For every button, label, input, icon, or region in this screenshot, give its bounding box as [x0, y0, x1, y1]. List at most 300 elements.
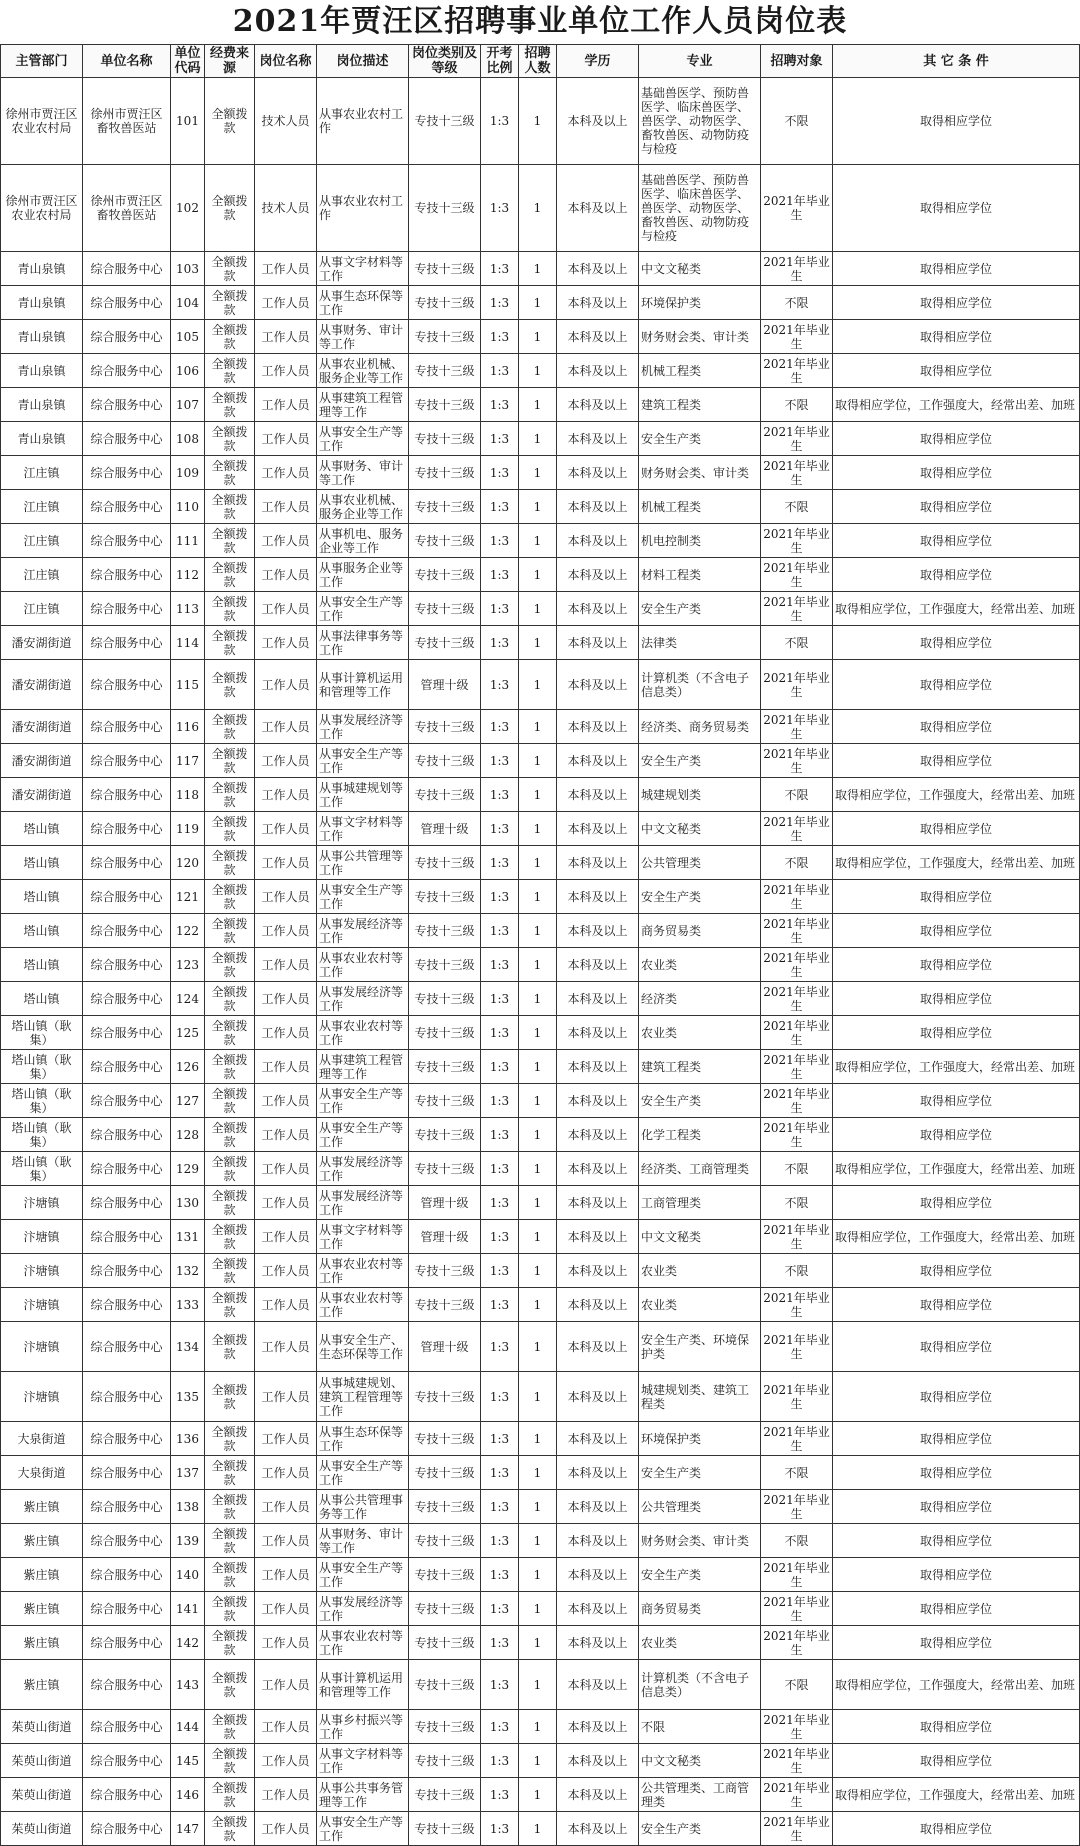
cell-other-conditions: 取得相应学位: [833, 914, 1080, 948]
cell-unit-name: 综合服务中心: [83, 710, 171, 744]
cell-other-conditions: 取得相应学位: [833, 78, 1080, 165]
cell-major: 安全生产类: [639, 880, 761, 914]
cell-position-desc: 从事安全生产等工作: [317, 1118, 409, 1152]
cell-dept: 青山泉镇: [1, 320, 83, 354]
cell-position-level: 专技十三级: [409, 880, 481, 914]
cell-position-name: 工作人员: [255, 1118, 317, 1152]
cell-other-conditions: 取得相应学位: [833, 1524, 1080, 1558]
cell-unit-code: 113: [171, 592, 205, 626]
table-row: [1, 744, 1080, 778]
cell-position-level: 管理十级: [409, 660, 481, 710]
cell-dept: 紫庄镇: [1, 1660, 83, 1710]
cell-position-name: 工作人员: [255, 812, 317, 846]
cell-position-level: 专技十三级: [409, 1422, 481, 1456]
cell-exam-ratio: 1:3: [481, 778, 519, 812]
cell-major: 财务财会类、审计类: [639, 456, 761, 490]
cell-education: 本科及以上: [557, 710, 639, 744]
cell-funding: 全额拨款: [205, 812, 255, 846]
cell-position-name: 工作人员: [255, 914, 317, 948]
cell-position-level: 专技十三级: [409, 778, 481, 812]
cell-exam-ratio: 1:3: [481, 1710, 519, 1744]
cell-position-name: 工作人员: [255, 1372, 317, 1422]
cell-target: 2021年毕业生: [761, 1288, 833, 1322]
table-row: [1, 1186, 1080, 1220]
table-row: [1, 78, 1080, 165]
cell-funding: 全额拨款: [205, 1050, 255, 1084]
cell-position-level: 专技十三级: [409, 1084, 481, 1118]
cell-exam-ratio: 1:3: [481, 1422, 519, 1456]
cell-exam-ratio: 1:3: [481, 1490, 519, 1524]
cell-education: 本科及以上: [557, 320, 639, 354]
cell-position-level: 专技十三级: [409, 1524, 481, 1558]
cell-hire-count: 1: [519, 812, 557, 846]
cell-other-conditions: 取得相应学位: [833, 456, 1080, 490]
cell-position-desc: 从事农业农村等工作: [317, 948, 409, 982]
cell-major: 农业类: [639, 1288, 761, 1322]
cell-exam-ratio: 1:3: [481, 626, 519, 660]
cell-unit-code: 120: [171, 846, 205, 880]
cell-education: 本科及以上: [557, 1490, 639, 1524]
table-row: [1, 1288, 1080, 1322]
cell-exam-ratio: 1:3: [481, 286, 519, 320]
cell-hire-count: 1: [519, 778, 557, 812]
cell-unit-name: 综合服务中心: [83, 592, 171, 626]
header-unit-name: 单位名称: [83, 45, 171, 78]
cell-funding: 全额拨款: [205, 660, 255, 710]
cell-hire-count: 1: [519, 1490, 557, 1524]
cell-position-desc: 从事农业农村工作: [317, 78, 409, 165]
cell-hire-count: 1: [519, 1660, 557, 1710]
cell-education: 本科及以上: [557, 286, 639, 320]
cell-dept: 塔山镇: [1, 880, 83, 914]
cell-funding: 全额拨款: [205, 778, 255, 812]
cell-hire-count: 1: [519, 456, 557, 490]
cell-unit-code: 144: [171, 1710, 205, 1744]
cell-target: 2021年毕业生: [761, 524, 833, 558]
cell-position-name: 工作人员: [255, 1710, 317, 1744]
cell-unit-code: 128: [171, 1118, 205, 1152]
cell-hire-count: 1: [519, 490, 557, 524]
cell-position-name: 工作人员: [255, 558, 317, 592]
cell-position-desc: 从事文字材料等工作: [317, 1220, 409, 1254]
cell-position-level: 专技十三级: [409, 1592, 481, 1626]
cell-other-conditions: 取得相应学位，工作强度大，经常出差、加班: [833, 1050, 1080, 1084]
cell-unit-code: 106: [171, 354, 205, 388]
cell-target: 2021年毕业生: [761, 592, 833, 626]
cell-position-desc: 从事建筑工程管理等工作: [317, 1050, 409, 1084]
cell-major: 安全生产类: [639, 1558, 761, 1592]
table-row: [1, 914, 1080, 948]
cell-dept: 江庄镇: [1, 456, 83, 490]
cell-position-level: 专技十三级: [409, 1016, 481, 1050]
cell-position-desc: 从事发展经济等工作: [317, 982, 409, 1016]
cell-funding: 全额拨款: [205, 948, 255, 982]
cell-position-desc: 从事财务、审计等工作: [317, 456, 409, 490]
cell-position-desc: 从事农业机械、服务企业等工作: [317, 354, 409, 388]
cell-education: 本科及以上: [557, 490, 639, 524]
cell-position-level: 专技十三级: [409, 320, 481, 354]
cell-position-level: 管理十级: [409, 1186, 481, 1220]
table-row: [1, 778, 1080, 812]
cell-funding: 全额拨款: [205, 422, 255, 456]
cell-position-name: 工作人员: [255, 320, 317, 354]
cell-position-name: 工作人员: [255, 422, 317, 456]
cell-hire-count: 1: [519, 1778, 557, 1812]
cell-funding: 全额拨款: [205, 558, 255, 592]
cell-position-desc: 从事计算机运用和管理等工作: [317, 660, 409, 710]
cell-exam-ratio: 1:3: [481, 388, 519, 422]
cell-unit-name: 徐州市贾汪区畜牧兽医站: [83, 78, 171, 165]
cell-dept: 塔山镇（耿集）: [1, 1016, 83, 1050]
cell-target: 不限: [761, 626, 833, 660]
cell-exam-ratio: 1:3: [481, 354, 519, 388]
cell-exam-ratio: 1:3: [481, 1592, 519, 1626]
cell-unit-name: 综合服务中心: [83, 1372, 171, 1422]
cell-dept: 江庄镇: [1, 490, 83, 524]
cell-unit-name: 综合服务中心: [83, 1186, 171, 1220]
cell-other-conditions: 取得相应学位: [833, 710, 1080, 744]
cell-unit-name: 综合服务中心: [83, 1118, 171, 1152]
cell-position-desc: 从事安全生产等工作: [317, 1558, 409, 1592]
cell-major: 环境保护类: [639, 286, 761, 320]
page-title: 2021年贾汪区招聘事业单位工作人员岗位表: [232, 4, 848, 39]
cell-dept: 塔山镇: [1, 914, 83, 948]
cell-position-desc: 从事文字材料等工作: [317, 812, 409, 846]
cell-position-name: 工作人员: [255, 626, 317, 660]
cell-education: 本科及以上: [557, 744, 639, 778]
cell-target: 2021年毕业生: [761, 422, 833, 456]
cell-unit-code: 112: [171, 558, 205, 592]
cell-unit-name: 综合服务中心: [83, 524, 171, 558]
cell-dept: 徐州市贾汪区农业农村局: [1, 165, 83, 252]
cell-exam-ratio: 1:3: [481, 1220, 519, 1254]
cell-dept: 茱萸山街道: [1, 1778, 83, 1812]
cell-hire-count: 1: [519, 1626, 557, 1660]
cell-funding: 全额拨款: [205, 78, 255, 165]
cell-position-level: 专技十三级: [409, 626, 481, 660]
header-position-name: 岗位名称: [255, 45, 317, 78]
cell-hire-count: 1: [519, 78, 557, 165]
cell-position-desc: 从事农业农村等工作: [317, 1626, 409, 1660]
cell-position-desc: 从事安全生产等工作: [317, 422, 409, 456]
cell-other-conditions: 取得相应学位: [833, 880, 1080, 914]
cell-unit-name: 综合服务中心: [83, 1660, 171, 1710]
cell-dept: 茱萸山街道: [1, 1710, 83, 1744]
cell-education: 本科及以上: [557, 456, 639, 490]
cell-position-desc: 从事城建规划等工作: [317, 778, 409, 812]
cell-unit-code: 141: [171, 1592, 205, 1626]
cell-position-desc: 从事机电、服务企业等工作: [317, 524, 409, 558]
cell-target: 不限: [761, 846, 833, 880]
cell-other-conditions: 取得相应学位: [833, 1372, 1080, 1422]
cell-position-level: 专技十三级: [409, 1778, 481, 1812]
cell-exam-ratio: 1:3: [481, 1744, 519, 1778]
cell-exam-ratio: 1:3: [481, 165, 519, 252]
table-row: [1, 1490, 1080, 1524]
cell-target: 2021年毕业生: [761, 354, 833, 388]
cell-target: 2021年毕业生: [761, 165, 833, 252]
cell-position-name: 工作人员: [255, 1744, 317, 1778]
cell-position-name: 工作人员: [255, 1592, 317, 1626]
cell-position-desc: 从事安全生产等工作: [317, 744, 409, 778]
cell-position-name: 工作人员: [255, 744, 317, 778]
cell-unit-code: 117: [171, 744, 205, 778]
cell-funding: 全额拨款: [205, 1254, 255, 1288]
cell-funding: 全额拨款: [205, 1660, 255, 1710]
cell-education: 本科及以上: [557, 1372, 639, 1422]
table-row: [1, 1710, 1080, 1744]
cell-unit-name: 综合服务中心: [83, 1812, 171, 1846]
positions-table: [0, 44, 1080, 1846]
cell-exam-ratio: 1:3: [481, 660, 519, 710]
cell-education: 本科及以上: [557, 1660, 639, 1710]
cell-other-conditions: 取得相应学位，工作强度大，经常出差、加班: [833, 778, 1080, 812]
cell-target: 2021年毕业生: [761, 1592, 833, 1626]
cell-position-name: 技术人员: [255, 78, 317, 165]
cell-other-conditions: 取得相应学位: [833, 1456, 1080, 1490]
cell-position-desc: 从事文字材料等工作: [317, 252, 409, 286]
cell-position-level: 专技十三级: [409, 422, 481, 456]
cell-other-conditions: 取得相应学位，工作强度大，经常出差、加班: [833, 1778, 1080, 1812]
cell-unit-name: 综合服务中心: [83, 914, 171, 948]
cell-major: 安全生产类: [639, 1456, 761, 1490]
table-row: [1, 1372, 1080, 1422]
cell-target: 2021年毕业生: [761, 1084, 833, 1118]
cell-exam-ratio: 1:3: [481, 1288, 519, 1322]
header-exam-ratio: 开考比例: [481, 45, 519, 78]
cell-exam-ratio: 1:3: [481, 524, 519, 558]
cell-position-level: 专技十三级: [409, 1152, 481, 1186]
header-unit-code: 单位代码: [171, 45, 205, 78]
cell-unit-code: 125: [171, 1016, 205, 1050]
cell-funding: 全额拨款: [205, 1592, 255, 1626]
cell-hire-count: 1: [519, 1710, 557, 1744]
cell-other-conditions: 取得相应学位: [833, 1812, 1080, 1846]
cell-unit-name: 综合服务中心: [83, 422, 171, 456]
cell-exam-ratio: 1:3: [481, 1558, 519, 1592]
cell-other-conditions: 取得相应学位: [833, 948, 1080, 982]
cell-position-level: 专技十三级: [409, 846, 481, 880]
cell-education: 本科及以上: [557, 660, 639, 710]
cell-education: 本科及以上: [557, 1152, 639, 1186]
cell-position-name: 工作人员: [255, 490, 317, 524]
cell-position-level: 专技十三级: [409, 1626, 481, 1660]
cell-hire-count: 1: [519, 165, 557, 252]
cell-exam-ratio: 1:3: [481, 1084, 519, 1118]
header-dept: 主管部门: [1, 45, 83, 78]
cell-hire-count: 1: [519, 320, 557, 354]
cell-target: 2021年毕业生: [761, 1118, 833, 1152]
cell-position-desc: 从事发展经济等工作: [317, 710, 409, 744]
cell-education: 本科及以上: [557, 1592, 639, 1626]
cell-exam-ratio: 1:3: [481, 490, 519, 524]
table-row: [1, 710, 1080, 744]
cell-target: 2021年毕业生: [761, 1050, 833, 1084]
cell-unit-code: 108: [171, 422, 205, 456]
cell-funding: 全额拨款: [205, 914, 255, 948]
cell-education: 本科及以上: [557, 252, 639, 286]
cell-unit-name: 综合服务中心: [83, 1592, 171, 1626]
cell-position-name: 工作人员: [255, 286, 317, 320]
cell-education: 本科及以上: [557, 626, 639, 660]
cell-funding: 全额拨款: [205, 1626, 255, 1660]
cell-dept: 江庄镇: [1, 558, 83, 592]
cell-unit-name: 综合服务中心: [83, 1016, 171, 1050]
cell-education: 本科及以上: [557, 1744, 639, 1778]
cell-other-conditions: 取得相应学位: [833, 524, 1080, 558]
cell-unit-code: 118: [171, 778, 205, 812]
cell-unit-name: 综合服务中心: [83, 778, 171, 812]
cell-position-desc: 从事农业机械、服务企业等工作: [317, 490, 409, 524]
cell-position-name: 工作人员: [255, 1152, 317, 1186]
cell-hire-count: 1: [519, 1084, 557, 1118]
cell-unit-code: 143: [171, 1660, 205, 1710]
cell-exam-ratio: 1:3: [481, 710, 519, 744]
cell-exam-ratio: 1:3: [481, 592, 519, 626]
cell-position-level: 专技十三级: [409, 1812, 481, 1846]
cell-position-name: 工作人员: [255, 1778, 317, 1812]
cell-hire-count: 1: [519, 1152, 557, 1186]
cell-dept: 汴塘镇: [1, 1186, 83, 1220]
cell-target: 2021年毕业生: [761, 1372, 833, 1422]
cell-unit-code: 115: [171, 660, 205, 710]
table-row: [1, 1524, 1080, 1558]
cell-position-desc: 从事农业农村工作: [317, 165, 409, 252]
table-row: [1, 626, 1080, 660]
cell-hire-count: 1: [519, 1118, 557, 1152]
cell-exam-ratio: 1:3: [481, 1254, 519, 1288]
cell-major: 安全生产类: [639, 744, 761, 778]
cell-target: 2021年毕业生: [761, 320, 833, 354]
table-row: [1, 1558, 1080, 1592]
cell-major: 公共管理类: [639, 1490, 761, 1524]
cell-education: 本科及以上: [557, 1118, 639, 1152]
cell-dept: 青山泉镇: [1, 286, 83, 320]
cell-exam-ratio: 1:3: [481, 948, 519, 982]
cell-target: 2021年毕业生: [761, 1558, 833, 1592]
cell-position-level: 管理十级: [409, 1220, 481, 1254]
cell-hire-count: 1: [519, 1558, 557, 1592]
cell-dept: 紫庄镇: [1, 1490, 83, 1524]
cell-exam-ratio: 1:3: [481, 558, 519, 592]
cell-education: 本科及以上: [557, 1456, 639, 1490]
cell-position-level: 专技十三级: [409, 252, 481, 286]
cell-unit-name: 综合服务中心: [83, 252, 171, 286]
cell-other-conditions: 取得相应学位: [833, 1744, 1080, 1778]
cell-dept: 汴塘镇: [1, 1220, 83, 1254]
cell-position-name: 工作人员: [255, 1524, 317, 1558]
cell-hire-count: 1: [519, 1422, 557, 1456]
cell-major: 机械工程类: [639, 490, 761, 524]
cell-funding: 全额拨款: [205, 1118, 255, 1152]
cell-education: 本科及以上: [557, 354, 639, 388]
cell-position-name: 工作人员: [255, 592, 317, 626]
cell-hire-count: 1: [519, 524, 557, 558]
table-row: [1, 1084, 1080, 1118]
cell-funding: 全额拨款: [205, 354, 255, 388]
cell-unit-name: 徐州市贾汪区畜牧兽医站: [83, 165, 171, 252]
cell-unit-name: 综合服务中心: [83, 1778, 171, 1812]
cell-position-level: 专技十三级: [409, 1744, 481, 1778]
cell-hire-count: 1: [519, 558, 557, 592]
cell-dept: 塔山镇: [1, 982, 83, 1016]
cell-major: 机电控制类: [639, 524, 761, 558]
cell-unit-code: 109: [171, 456, 205, 490]
cell-other-conditions: 取得相应学位，工作强度大，经常出差、加班: [833, 846, 1080, 880]
cell-other-conditions: 取得相应学位: [833, 354, 1080, 388]
cell-dept: 茱萸山街道: [1, 1812, 83, 1846]
cell-dept: 青山泉镇: [1, 388, 83, 422]
table-row: [1, 422, 1080, 456]
cell-unit-code: 140: [171, 1558, 205, 1592]
cell-exam-ratio: 1:3: [481, 320, 519, 354]
cell-funding: 全额拨款: [205, 165, 255, 252]
cell-education: 本科及以上: [557, 1626, 639, 1660]
cell-exam-ratio: 1:3: [481, 1626, 519, 1660]
cell-hire-count: 1: [519, 592, 557, 626]
cell-position-desc: 从事服务企业等工作: [317, 558, 409, 592]
cell-exam-ratio: 1:3: [481, 422, 519, 456]
cell-major: 农业类: [639, 1016, 761, 1050]
cell-exam-ratio: 1:3: [481, 880, 519, 914]
cell-funding: 全额拨款: [205, 456, 255, 490]
cell-funding: 全额拨款: [205, 286, 255, 320]
cell-hire-count: 1: [519, 1288, 557, 1322]
cell-target: 2021年毕业生: [761, 1322, 833, 1372]
cell-target: 2021年毕业生: [761, 1710, 833, 1744]
cell-unit-name: 综合服务中心: [83, 1456, 171, 1490]
cell-position-desc: 从事城建规划、建筑工程管理等工作: [317, 1372, 409, 1422]
cell-major: 财务财会类、审计类: [639, 320, 761, 354]
table-row: [1, 1220, 1080, 1254]
table-row: [1, 1812, 1080, 1846]
cell-target: 2021年毕业生: [761, 1626, 833, 1660]
cell-major: 建筑工程类: [639, 388, 761, 422]
cell-position-level: 专技十三级: [409, 388, 481, 422]
cell-position-desc: 从事公共事务管理等工作: [317, 1778, 409, 1812]
cell-other-conditions: 取得相应学位: [833, 1084, 1080, 1118]
cell-target: 2021年毕业生: [761, 710, 833, 744]
cell-unit-name: 综合服务中心: [83, 1254, 171, 1288]
cell-dept: 塔山镇: [1, 948, 83, 982]
cell-unit-name: 综合服务中心: [83, 982, 171, 1016]
cell-education: 本科及以上: [557, 558, 639, 592]
cell-major: 材料工程类: [639, 558, 761, 592]
cell-education: 本科及以上: [557, 846, 639, 880]
cell-position-desc: 从事农业农村等工作: [317, 1254, 409, 1288]
cell-position-desc: 从事农业农村等工作: [317, 1288, 409, 1322]
cell-unit-name: 综合服务中心: [83, 660, 171, 710]
cell-exam-ratio: 1:3: [481, 846, 519, 880]
cell-unit-name: 综合服务中心: [83, 456, 171, 490]
cell-funding: 全额拨款: [205, 744, 255, 778]
cell-unit-name: 综合服务中心: [83, 1322, 171, 1372]
cell-education: 本科及以上: [557, 982, 639, 1016]
cell-funding: 全额拨款: [205, 524, 255, 558]
cell-target: 2021年毕业生: [761, 456, 833, 490]
cell-major: 不限: [639, 1710, 761, 1744]
cell-major: 公共管理类: [639, 846, 761, 880]
cell-target: 2021年毕业生: [761, 914, 833, 948]
cell-hire-count: 1: [519, 1254, 557, 1288]
cell-other-conditions: 取得相应学位: [833, 1016, 1080, 1050]
cell-position-name: 工作人员: [255, 1812, 317, 1846]
cell-education: 本科及以上: [557, 1322, 639, 1372]
cell-position-level: 专技十三级: [409, 1490, 481, 1524]
cell-target: 不限: [761, 1254, 833, 1288]
cell-target: 不限: [761, 1152, 833, 1186]
cell-position-name: 工作人员: [255, 1422, 317, 1456]
